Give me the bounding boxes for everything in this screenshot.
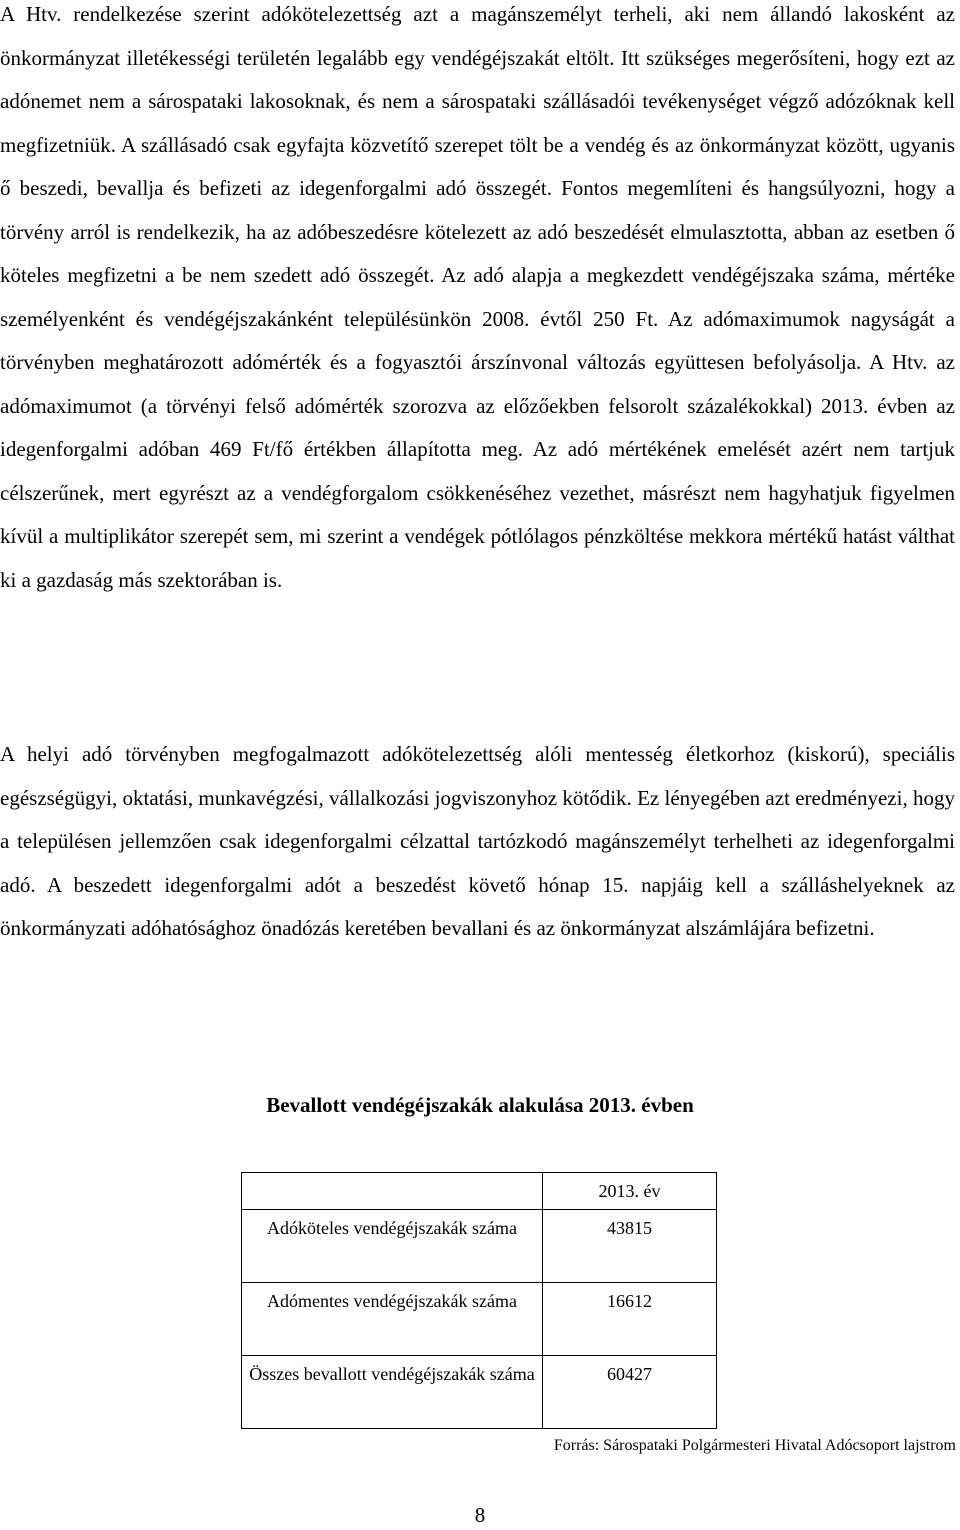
row-value: 16612	[543, 1283, 717, 1356]
page-number: 8	[474, 1503, 486, 1527]
table-row	[242, 1356, 717, 1429]
table-row	[242, 1210, 717, 1283]
table-header-cell: 2013. év	[543, 1173, 717, 1210]
table-caption: Bevallott vendégéjszakák alakulása 2013. évben	[266, 1093, 694, 1117]
body-paragraph: A Htv. rendelkezése szerint adókötelezettség azt a magánszemélyt terheli, aki nem állandó lakosként az önkormányzat illetékességi területén legalább egy vendégéjszakát eltölt. Itt szükséges megerősíteni, hogy ezt az adónemet nem a sárospataki lakosoknak, és nem a sárospataki szállásadói tevékenységet végző adózóknak kell megfizetniük. A szállásadó csak egyfajta közvetítő szerepet tölt be a vendég és az önkormányzat között, ugyanis ő beszedi, bevallja és befizeti az idegenforgalmi adó összegét. Fontos megemlíteni és hangsúlyozni, hogy a törvény arról is rendelkezik, ha az adóbeszedésre kötelezett az adó beszedését elmulasztotta, abban az esetben ő köteles megfizetni a be nem szedett adó összegét. Az adó alapja a megkezdett vendégéjszaka száma, mértéke személyenként és vendégéjszakánként településünkön 2008. évtől 250 Ft. Az adómaximumok nagyságát a törvényben meghatározott adómérték és a fogyasztói árszínvonal változás együttesen befolyásolja. A Htv. az adómaximumot (a törvényi felső adómérték szorozva az előzőekben felsorolt százalékokkal) 2013. évben az idegenforgalmi adóban 469 Ft/fő értékben állapította meg. Az adó mértékének emelését azért nem tartjuk célszerűnek, mert egyrészt az a vendégforgalom csökkenéséhez vezethet, másrészt nem hagyhatjuk figyelmen kívül a multiplikátor szerepét sem, mi szerint a vendégek pótlólagos pénzköltése mekkora mértékű hatást válthat ki a gazdaság más szektorában is.	[0, 2, 955, 592]
row-label: Adómentes vendégéjszakák száma	[242, 1283, 543, 1356]
row-label: Adóköteles vendégéjszakák száma	[242, 1210, 543, 1283]
table-row	[242, 1283, 717, 1356]
table-header-cell	[242, 1173, 543, 1210]
row-value: 43815	[543, 1210, 717, 1283]
row-label: Összes bevallott vendégéjszakák száma	[242, 1356, 543, 1429]
body-paragraph: A helyi adó törvényben megfogalmazott adókötelezettség alóli mentesség életkorhoz (kiskorú), speciális egészségügyi, oktatási, munkavégzési, vállalkozási jogviszonyhoz kötődik. Ez lényegében azt eredményezi, hogy a településen jellemzően csak idegenforgalmi célzattal tartózkodó magánszemélyt terhelheti az idegenforgalmi adó. A beszedett idegenforgalmi adót a beszedést követő hónap 15. napjáig kell a szálláshelyeknek az önkormányzati adóhatósághoz önadózás keretében bevallani és az önkormányzat alszámlájára befizetni.	[0, 742, 955, 940]
data-table	[241, 1172, 717, 1429]
table-header-row	[242, 1173, 717, 1210]
table-source-note: Forrás: Sárospataki Polgármesteri Hivatal Adócsoport lajstrom	[553, 1437, 956, 1454]
row-value: 60427	[543, 1356, 717, 1429]
